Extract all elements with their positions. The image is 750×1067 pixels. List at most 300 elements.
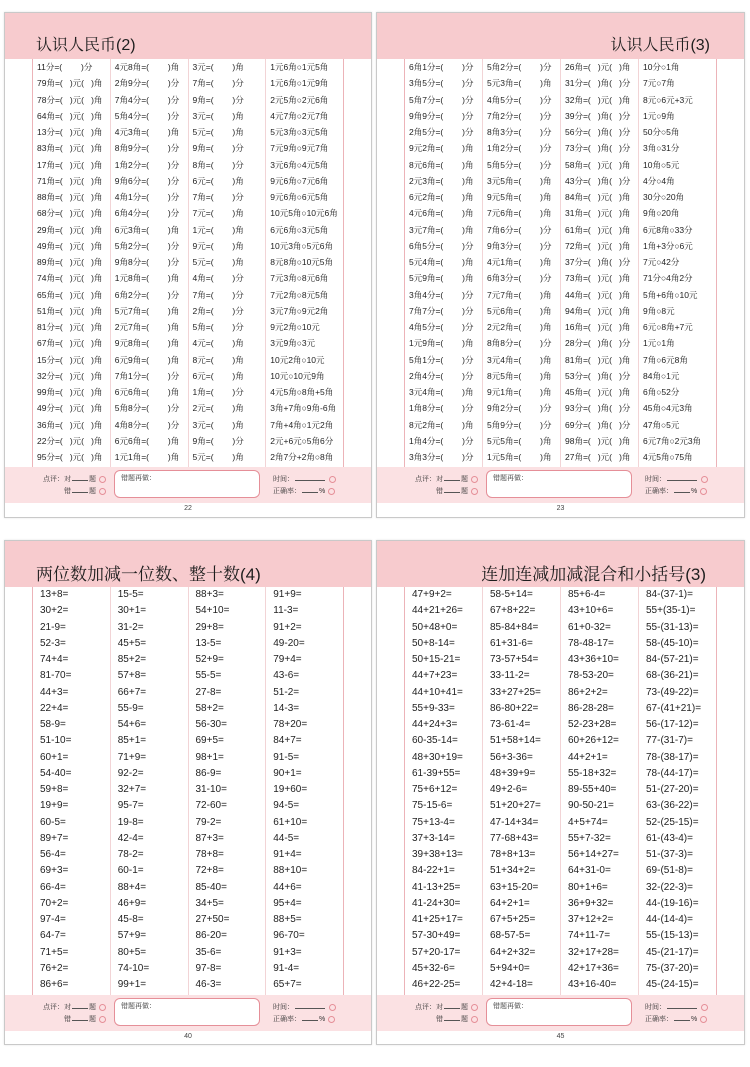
problem-cell: 57-30+49= [412,930,461,942]
problem-column [189,587,267,995]
problem-cell: 6元6角=( )角 [114,387,180,397]
problem-cell: 7角4分=( )分 [114,94,180,105]
problem-cell: 7元○7角 [643,78,675,89]
problem-cell: 69+3= [40,865,69,877]
problem-cell: 27+50= [195,914,230,925]
problem-cell: 6元3角=( )角 [114,224,180,235]
heart-icon [700,1016,707,1023]
page-footer [5,995,371,1031]
accuracy-blank [674,485,690,493]
problem-cell: 1元1角=( )角 [114,452,180,462]
problem-cell: 5元9角=( )角 [409,273,474,284]
problem-cell: 51-2= [273,686,300,698]
accuracy-label: 正确率： [645,1016,673,1023]
problem-cell: 59+8= [40,784,69,795]
problem-cell: 74角=( )元( )角 [37,273,103,284]
problem-cell: 68-(36-21)= [646,670,699,682]
page-header [5,13,371,59]
problem-cell: 15-5= [117,589,144,600]
clock-icon [329,1004,336,1011]
wrong-count-blank [444,1013,460,1021]
time-blank [667,1001,697,1009]
problem-cell: 2元5角○2元6角 [270,94,329,105]
problem-cell: 32-(22-3)= [646,881,693,893]
problem-cell: 1元6角○1元9角 [270,78,329,89]
problem-cell: 99角=( )元( )角 [37,387,103,397]
problem-cell: 33-11-2= [490,670,530,682]
problem-cell: 75-15-6= [412,800,453,812]
problem-cell: 42+17+36= [568,962,619,974]
problem-cell: 58-(45-10)= [646,637,699,649]
problem-cell: 41-13+25= [412,881,461,893]
problem-cell: 14-3= [273,702,300,714]
problem-cell: 9角2分=( )分 [487,403,552,414]
problem-cell: 61-(43-4)= [646,832,693,844]
review-label: 点评： [43,476,64,483]
problem-cell: 55-9= [117,702,144,714]
problem-cell: 80+1+6= [568,881,608,893]
problem-cell: 9元5角=( )角 [487,192,552,202]
problem-cell: 2角4分=( )分 [409,370,474,381]
problem-cell: 84角○1元 [643,370,680,381]
problem-cell: 73分=( )角( )分 [565,143,631,154]
problem-cell: 5角2分=( )分 [114,240,180,251]
problem-cell: 71+5= [40,946,69,958]
problem-cell: 1元5角=( )角 [487,452,552,462]
problem-cell: 71分○4角2分 [643,273,693,284]
problem-cell: 5角2分=( )分 [487,62,552,72]
problem-cell: 30+2= [40,605,69,617]
problem-column [266,587,343,995]
problem-cell: 64+31-0= [568,865,611,877]
problem-cell: 43-6= [273,670,300,682]
problem-cell: 16角=( )元( )角 [565,322,631,332]
problem-cell: 13-5= [195,637,222,649]
problem-cell: 8角=( )分 [192,159,244,170]
page-header [5,541,371,587]
problem-cell: 89角=( )元( )角 [37,257,103,267]
problem-cell: 49角=( )元( )角 [37,240,103,251]
problem-cell: 7角6分=( )分 [487,224,552,235]
problem-cell: 19-8= [117,816,144,828]
accuracy-blank [302,1013,318,1021]
question-unit: 题 [89,1016,96,1023]
problem-cell: 4元5角○75角 [643,452,693,462]
review-wrong-line [436,1013,478,1025]
problem-cell: 5元6角=( )角 [487,305,552,316]
problem-cell: 11分=( )分 [37,62,93,72]
problem-cell: 73-(49-22)= [646,686,699,698]
problem-cell: 47角○5元 [643,419,680,430]
problem-cell: 64-7= [40,930,66,942]
problem-cell: 46+9= [117,897,147,909]
problem-cell: 69+5= [195,735,224,747]
problem-cell: 8元6角=( )角 [409,159,474,170]
problem-cell: 57+9= [117,930,147,942]
problem-cell: 75+6+12= [412,784,458,795]
problem-cell: 55-18+32= [568,767,617,779]
problem-cell: 60-35-14= [412,735,458,747]
frown-icon [471,1016,478,1023]
problem-cell: 37+12+2= [568,914,614,925]
problem-cell: 48+39+9= [490,767,536,779]
problem-cell: 7元9角○9元7角 [270,143,329,154]
problem-cell: 33+27+25= [490,686,541,698]
time-label: 时间： [645,476,666,483]
problem-cell: 78-(44-17)= [646,767,699,779]
problem-cell: 65角=( )元( )角 [37,289,103,300]
problem-cell: 44-(19-16)= [646,897,699,909]
correct-label: 对 [436,476,443,483]
problem-cell: 9元=( )角 [192,240,244,251]
problem-cell: 31-2= [117,621,144,633]
problem-cell: 55-(31-13)= [646,621,699,633]
correct-count-blank [72,473,88,481]
problem-cell: 72角=( )元( )角 [565,240,631,251]
problem-cell: 51-(37-3)= [646,849,693,860]
problem-cell: 44+6= [273,881,302,893]
problem-column [405,587,483,995]
question-unit: 题 [89,1004,96,1011]
question-unit: 题 [461,476,468,483]
page-title: 认识人民币(2) [36,37,136,54]
problem-cell: 67角=( )元( )角 [37,338,103,349]
problem-cell: 3元7角=( )角 [409,224,474,235]
smile-icon [99,476,106,483]
problem-cell: 78-(38-17)= [646,751,699,763]
problem-cell: 7角2分=( )分 [487,110,552,121]
accuracy-line [273,1013,335,1025]
problem-cell: 31角=( )元( )角 [565,208,631,219]
problem-cell: 90-50-21= [568,800,614,812]
review-wrong-line [64,1013,106,1025]
problem-cell: 86-28-28= [568,702,614,714]
problem-cell: 8角9分=( )分 [114,143,180,154]
problem-cell: 78+8= [195,849,224,860]
problem-cell: 64角=( )元( )角 [37,110,103,121]
problem-cell: 43+10+6= [568,605,614,617]
problem-cell: 68-57-5= [490,930,531,942]
problem-cell: 44角=( )元( )角 [565,289,631,300]
problem-cell: 89+7= [40,832,69,844]
wrong-label: 错 [64,488,71,495]
problem-cell: 85+6-4= [568,589,606,600]
problem-cell: 1角+3分○6元 [643,240,693,251]
problem-cell: 6角5分=( )分 [409,240,474,251]
problem-cell: 61+10= [273,816,308,828]
problem-cell: 9元2角○10元 [270,322,320,332]
problem-cell: 22+4= [40,702,69,714]
problem-cell: 51+20+27= [490,800,541,812]
page-number: 40 [184,1033,192,1040]
accuracy-label: 正确率： [645,488,673,495]
problem-cell: 48+30+19= [412,751,463,763]
problem-cell: 3元4角=( )角 [487,354,552,365]
problem-cell: 5元=( )角 [192,127,244,137]
problem-cell: 3角4分=( )分 [409,289,474,300]
problem-cell: 81-70= [40,670,72,682]
problem-cell: 73-57+54= [490,654,539,665]
page-footer [5,467,371,503]
review-label: 点评： [415,476,436,483]
question-unit: 题 [461,1016,468,1023]
problem-cell: 84-22+1= [412,865,455,877]
correct-count-blank [444,473,460,481]
problem-cell: 4元5角○8角+5角 [270,387,334,397]
problem-cell: 68分=( )元( )角 [37,208,103,219]
problem-cell: 51+58+14= [490,735,541,747]
problem-cell: 15分=( )元( )角 [37,354,103,365]
problem-column [189,59,267,467]
problem-cell: 43分=( )角( )分 [565,175,631,186]
problem-cell: 42-4= [117,832,144,844]
problem-cell: 6元7角○2元3角 [643,435,702,446]
problem-cell: 26角=( )元( )角 [565,62,631,72]
problem-cell: 9角8分=( )分 [114,257,180,267]
problem-cell: 61-39+55= [412,767,461,779]
problem-cell: 88角=( )元( )角 [37,192,103,202]
problem-cell: 4角=( )分 [192,273,244,284]
problem-cell: 61+0-32= [568,621,611,633]
problem-cell: 19+9= [40,800,69,812]
problem-cell: 6元2角=( )角 [409,192,474,202]
question-unit: 题 [461,1004,468,1011]
page-title: 连加连减加减混合和小括号(3) [481,565,706,584]
problem-cell: 51+34+2= [490,865,536,877]
problem-cell: 84-(37-1)= [646,589,693,600]
problem-cell: 45-8= [117,914,144,925]
problem-cell: 81分=( )元( )角 [37,322,103,332]
problem-cell: 88+5= [273,914,302,925]
problem-cell: 51角=( )元( )角 [37,305,103,316]
problem-cell: 60+26+12= [568,735,619,747]
problem-cell: 88+3= [195,589,224,600]
problem-cell: 2角9分=( )分 [114,78,180,89]
problem-cell: 2元2角=( )角 [487,322,552,332]
problem-cell: 4元1角=( )角 [487,257,552,267]
time-label: 时间： [645,1004,666,1011]
problem-cell: 3元9角○3元 [270,338,316,349]
problem-cell: 83角=( )元( )角 [37,143,103,154]
problem-cell: 7元6角=( )角 [487,208,552,219]
problem-cell: 46-3= [195,979,222,990]
problem-cell: 65+7= [273,979,302,990]
problem-grid [32,59,344,467]
problem-cell: 6角2分=( )分 [114,289,180,300]
percent-sign: % [319,488,326,495]
problem-cell: 5+94+0= [490,962,530,974]
problem-cell: 6元=( )角 [192,370,244,381]
problem-cell: 1元9角=( )角 [409,338,474,349]
problem-cell: 13分=( )元( )角 [37,127,103,137]
problem-cell: 8角3分=( )分 [487,127,552,137]
problem-cell: 67-(41+21)= [646,702,702,714]
problem-cell: 5元=( )角 [192,452,244,462]
redo-label: 错题再做： [121,1003,156,1010]
problem-cell: 84-(57-21)= [646,654,699,665]
page-footer [377,467,744,503]
problem-cell: 3元6角○4元5角 [270,159,329,170]
problem-cell: 86-9= [195,767,222,779]
problem-cell: 60+1= [40,751,69,763]
problem-cell: 45-(21-17)= [646,946,699,958]
worksheet-page [376,12,745,518]
problem-cell: 2元3角=( )角 [409,175,474,186]
problem-cell: 54-40= [40,767,72,779]
problem-cell: 9元8角=( )角 [114,338,180,349]
problem-cell: 45角○4元3角 [643,403,693,414]
problem-cell: 63-(36-22)= [646,800,699,812]
problem-cell: 77-68+43= [490,832,539,844]
problem-cell: 1角4分=( )分 [409,435,474,446]
problem-cell: 86-20= [195,930,227,942]
problem-cell: 3元5角=( )角 [487,175,552,186]
problem-cell: 49+2-6= [490,784,528,795]
problem-cell: 95分=( )元( )角 [37,452,103,462]
problem-cell: 5元7角=( )角 [114,305,180,316]
problem-cell: 5元=( )角 [192,257,244,267]
problem-grid [404,59,717,467]
problem-cell: 85-40= [195,881,227,893]
problem-cell: 5元3角○3元5角 [270,127,329,137]
problem-cell: 78+8+13= [490,849,536,860]
time-label: 时间： [273,476,294,483]
time-blank [295,1001,325,1009]
problem-cell: 91+3= [273,946,302,958]
problem-cell: 74+4= [40,654,69,665]
problem-cell: 61角=( )元( )角 [565,224,631,235]
problem-cell: 45-(24-15)= [646,979,699,990]
review-correct-line [43,1001,106,1013]
problem-cell: 9角3分=( )分 [487,240,552,251]
problem-cell: 3元7角○9元2角 [270,305,329,316]
frown-icon [99,488,106,495]
problem-cell: 44+24+3= [412,719,458,730]
wrong-label: 错 [436,1016,443,1023]
problem-cell: 60-5= [40,816,66,828]
problem-cell: 41+25+17= [412,914,463,925]
problem-cell: 75-(37-20)= [646,962,699,974]
problem-cell: 44-5= [273,832,300,844]
problem-cell: 52-3= [40,637,66,649]
problem-cell: 1元6角○1元5角 [270,62,329,72]
problem-cell: 11-3= [273,605,299,617]
problem-cell: 67+5+25= [490,914,536,925]
problem-cell: 57+20-17= [412,946,461,958]
page-header [377,541,744,587]
problem-cell: 78+20= [273,719,308,730]
problem-cell: 46+22-25= [412,979,461,990]
problem-cell: 79+4= [273,654,302,665]
problem-cell: 91+2= [273,621,302,633]
problem-column [639,587,716,995]
problem-cell: 66+7= [117,686,147,698]
problem-column [483,59,561,467]
problem-cell: 9元6角○7元6角 [270,175,329,186]
smile-icon [471,1004,478,1011]
problem-cell: 56分=( )角( )分 [565,127,631,137]
problem-cell: 36角=( )元( )角 [37,419,103,430]
problem-cell: 85-84+84= [490,621,539,633]
accuracy-label: 正确率： [273,488,301,495]
problem-cell: 4+5+74= [568,816,608,828]
question-unit: 题 [89,476,96,483]
problem-cell: 73-61-4= [490,719,531,730]
problem-cell: 43+16-40= [568,979,617,990]
problem-cell: 92-2= [117,767,144,779]
smile-icon [471,476,478,483]
problem-cell: 8元=( )角 [192,354,244,365]
clock-icon [329,476,336,483]
problem-cell: 67+8+22= [490,605,536,617]
problem-cell: 29角=( )元( )角 [37,224,103,235]
problem-cell: 51-10= [40,735,72,747]
problem-cell: 86+6= [40,979,69,990]
problem-cell: 84+7= [273,735,302,747]
problem-cell: 1角2分=( )分 [114,159,180,170]
redo-box [114,998,260,1026]
problem-cell: 50分○5角 [643,127,680,137]
problem-cell: 7角○6元8角 [643,354,688,365]
problem-cell: 5角=( )分 [192,322,244,332]
problem-cell: 8元○6元+3元 [643,94,693,105]
problem-cell: 71角=( )元( )角 [37,175,103,186]
problem-cell: 7角7分=( )分 [409,305,474,316]
problem-cell: 17角=( )元( )角 [37,159,103,170]
review-correct-line [415,1001,478,1013]
time-line [645,473,708,485]
correct-count-blank [72,1001,88,1009]
problem-cell: 5角7分=( )分 [409,94,474,105]
problem-cell: 52-(25-15)= [646,816,699,828]
problem-cell: 98角=( )元( )角 [565,435,631,446]
problem-cell: 19+60= [273,784,308,795]
problem-cell: 2元7角=( )角 [114,322,180,332]
problem-cell: 90+1= [273,767,302,779]
problem-column [111,587,189,995]
problem-cell: 3元=( )角 [192,62,244,72]
problem-cell: 72+8= [195,865,224,877]
problem-cell: 88+10= [273,865,308,877]
problem-cell: 21-9= [40,621,66,633]
clock-icon [701,1004,708,1011]
problem-cell: 27-8= [195,686,222,698]
problem-cell: 47-14+34= [490,816,539,828]
problem-cell: 56+3-36= [490,751,533,763]
problem-cell: 96-70= [273,930,305,942]
page-number: 45 [556,1033,565,1040]
problem-cell: 50+15-21= [412,654,461,665]
problem-cell: 1元8角=( )角 [114,273,180,284]
problem-cell: 64+2+1= [490,897,530,909]
problem-cell: 8元5角=( )角 [487,370,552,381]
problem-cell: 85+1= [117,735,147,747]
problem-cell: 81角=( )元( )角 [565,354,631,365]
problem-cell: 3元4角=( )角 [409,387,474,397]
problem-cell: 9角=( )分 [192,94,244,105]
problem-cell: 71+9= [117,751,147,763]
problem-cell: 79-2= [195,816,222,828]
problem-cell: 44+3= [40,686,69,698]
problem-cell: 6元6角○3元5角 [270,224,329,235]
page-title: 认识人民币(3) [610,37,710,54]
problem-cell: 37+3-14= [412,832,455,844]
problem-cell: 37分=( )角( )分 [565,257,631,267]
problem-cell: 97-8= [195,962,222,974]
wrong-count-blank [444,485,460,493]
frown-icon [99,1016,106,1023]
problem-cell: 9角○20角 [643,208,680,219]
